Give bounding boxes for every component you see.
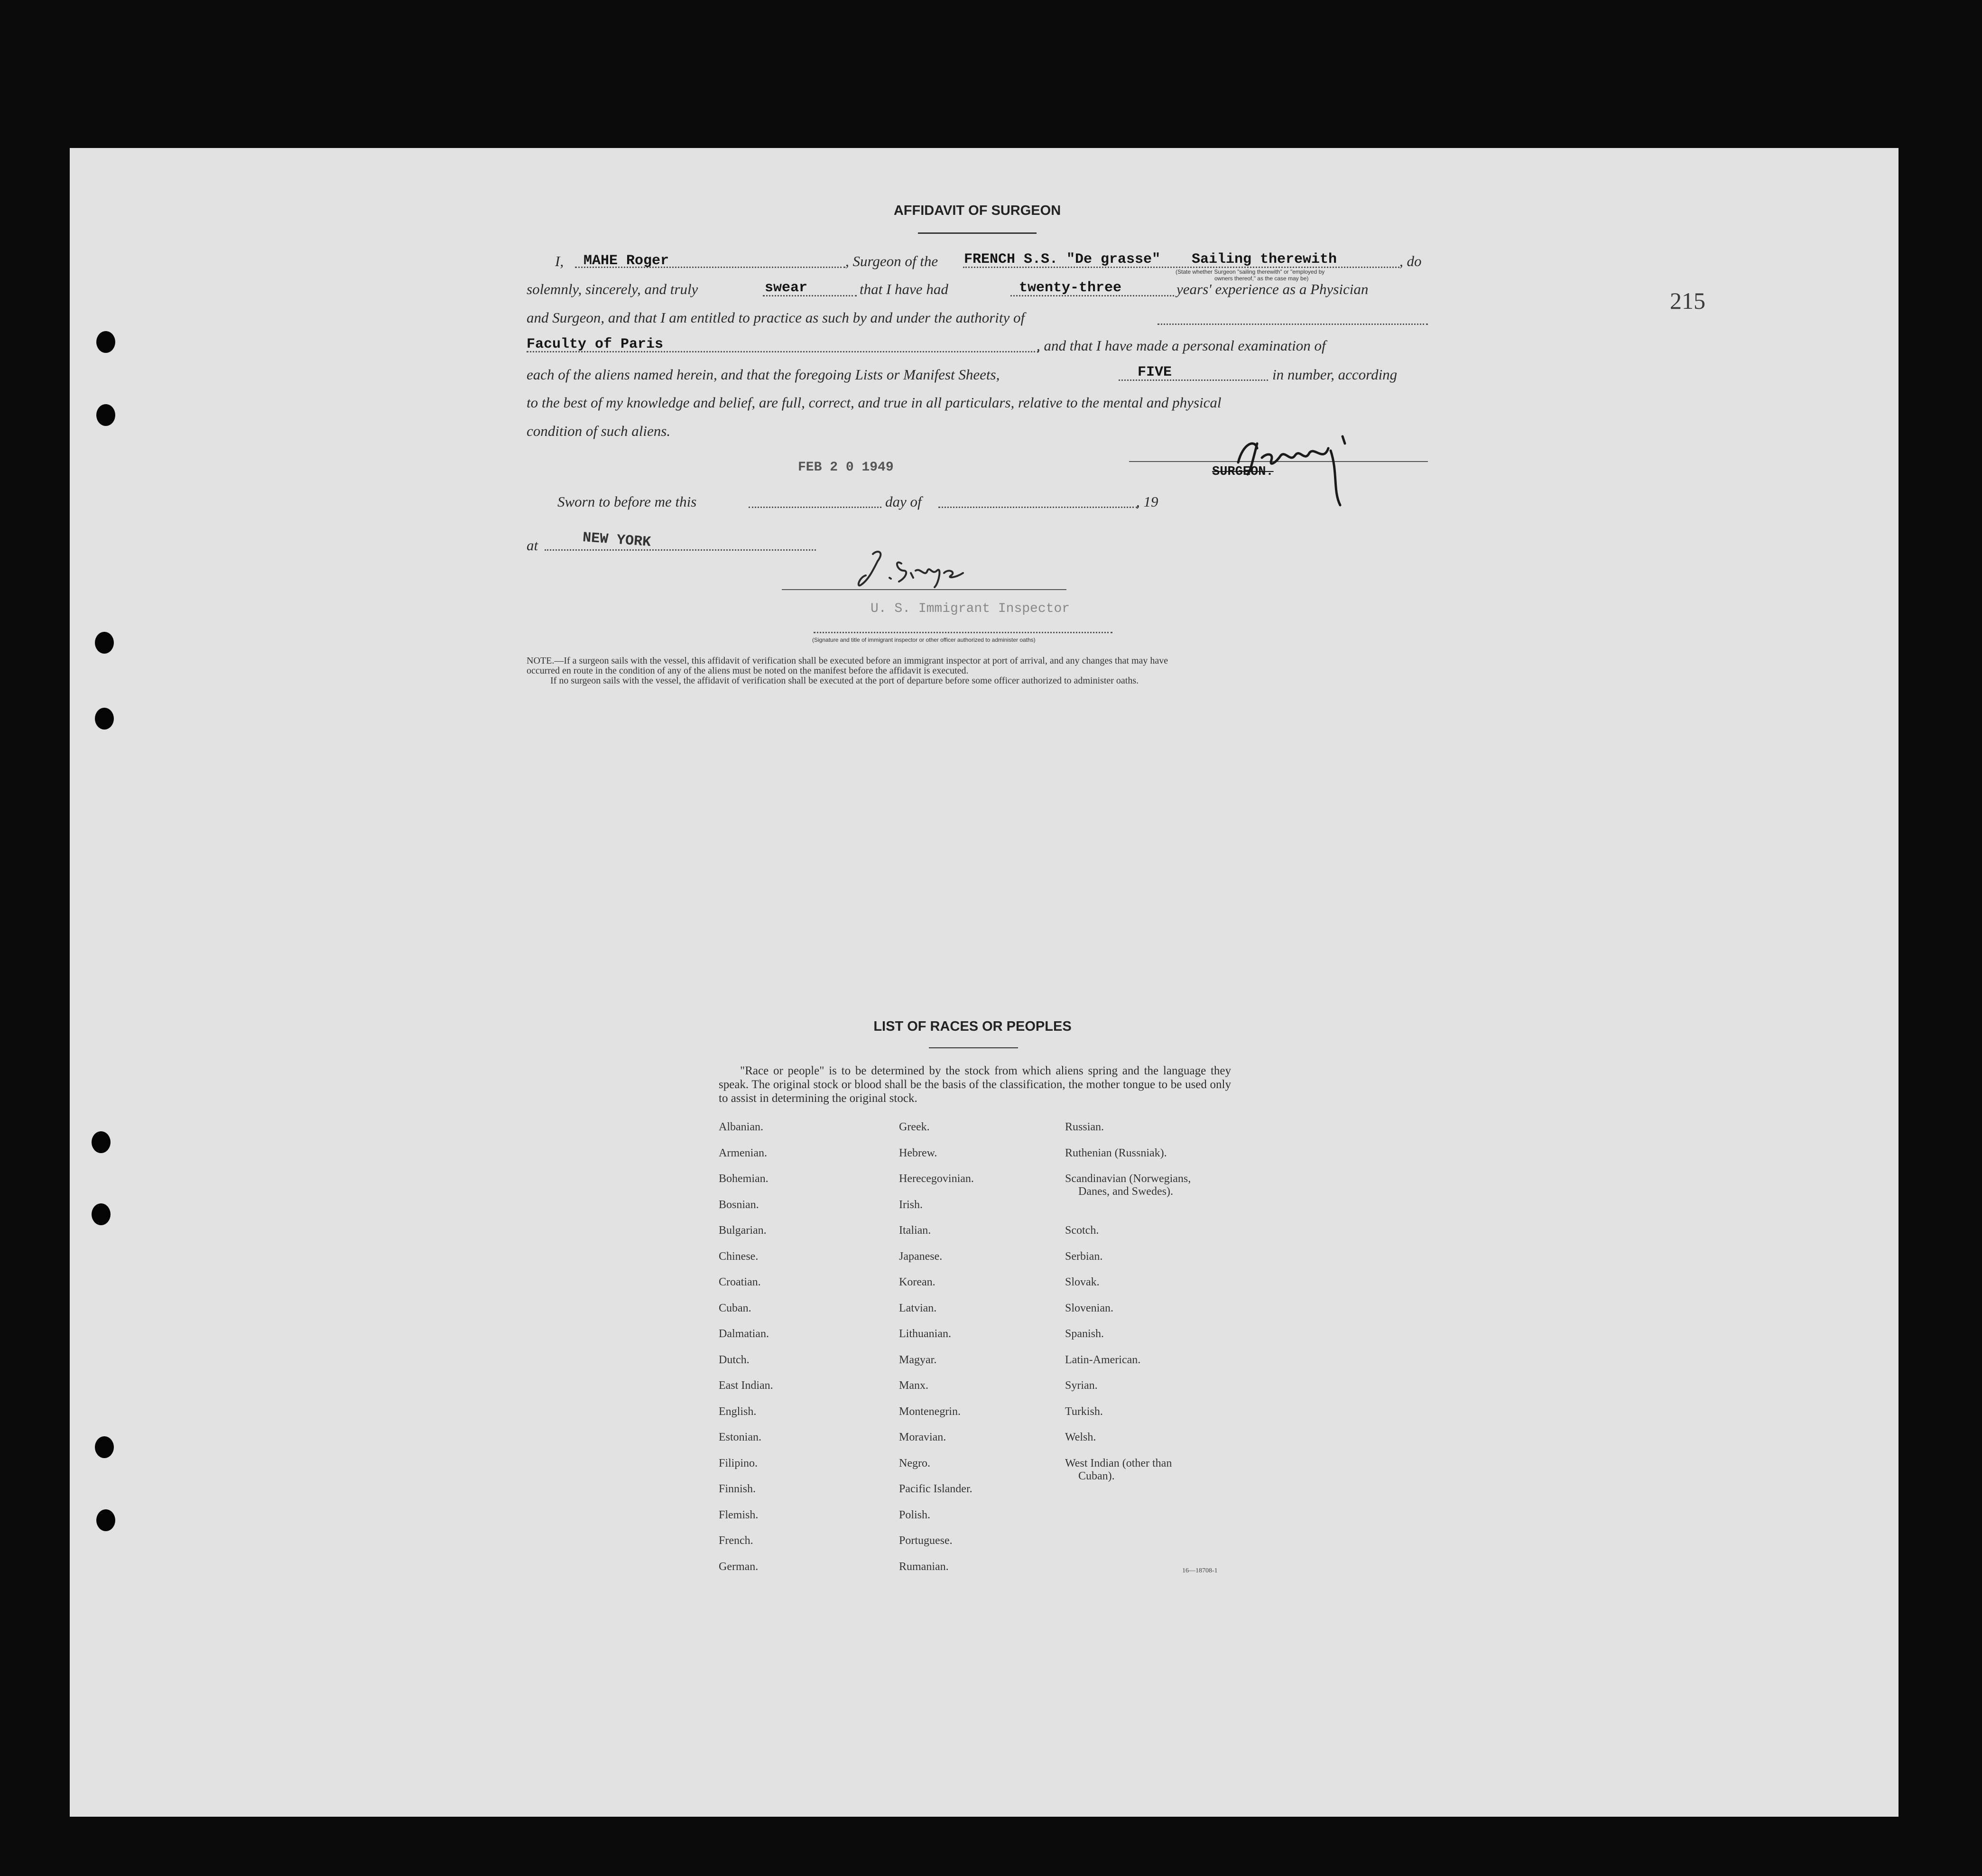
race-item: Estonian. <box>719 1431 761 1443</box>
races-intro: "Race or people" is to be determined by the stock from which aliens spring and the language they speak. The original stock or blood shall be the basis of the classification, the mother tongue to be used only to assist in determining the original stock. <box>719 1064 1231 1105</box>
capacity-instruction: owners thereof," as the case may be) <box>1214 275 1309 282</box>
binder-hole <box>95 632 114 654</box>
race-item: Greek. <box>899 1121 930 1133</box>
sworn-text-year: , 19 <box>1136 493 1158 510</box>
field-underline <box>938 507 1138 508</box>
race-item: Japanese. <box>899 1250 943 1263</box>
race-item: French. <box>719 1534 753 1547</box>
race-item: Pacific Islander. <box>899 1483 972 1495</box>
race-item: Flemish. <box>719 1508 759 1521</box>
note-line: occurred en route in the condition of any of the aliens must be noted on the manifest before the affidavit is executed. <box>527 665 969 676</box>
race-item: Irish. <box>899 1198 923 1211</box>
race-item: Dalmatian. <box>719 1328 769 1340</box>
race-item: Bohemian. <box>719 1173 769 1185</box>
race-item: Albanian. <box>719 1121 763 1133</box>
race-item: Cuban). <box>1078 1469 1115 1482</box>
race-item: Bosnian. <box>719 1198 759 1211</box>
place-stamp: NEW YORK <box>582 530 652 551</box>
oath-field: swear <box>765 280 808 296</box>
surgeon-name-field: MAHE Roger <box>583 253 669 269</box>
race-item: Welsh. <box>1065 1431 1096 1443</box>
race-item: German. <box>719 1560 759 1573</box>
race-item: Negro. <box>899 1457 930 1469</box>
affidavit-text-knowledge: to the best of my knowledge and belief, are full, correct, and true in all particulars, relative to the mental and physical <box>527 394 1222 411</box>
surgeon-signature <box>1229 429 1371 510</box>
race-item: Herecegovinian. <box>899 1173 974 1185</box>
note-line: NOTE.—If a surgeon sails with the vessel, this affidavit of verification shall be executed before an immigrant inspector at port of arrival, and any changes that may have <box>527 656 1168 666</box>
affidavit-text-surgeon-of: , Surgeon of the <box>845 253 938 269</box>
race-item: Chinese. <box>719 1250 759 1263</box>
race-item: Spanish. <box>1065 1328 1104 1340</box>
race-item: Polish. <box>899 1508 931 1521</box>
race-item: Scotch. <box>1065 1224 1099 1237</box>
race-item: East Indian. <box>719 1379 773 1392</box>
race-item: Moravian. <box>899 1431 946 1443</box>
affidavit-text-years: years' experience as a Physician <box>1176 281 1369 297</box>
race-item: Turkish. <box>1065 1405 1103 1418</box>
binder-hole <box>95 708 114 730</box>
race-item: Portuguese. <box>899 1534 953 1547</box>
capacity-instruction: (State whether Surgeon "sailing therewith" or "employed by <box>1176 268 1325 275</box>
race-item: Russian. <box>1065 1121 1104 1133</box>
race-item: Montenegrin. <box>899 1405 961 1418</box>
race-item: Croatian. <box>719 1276 761 1288</box>
affidavit-title: AFFIDAVIT OF SURGEON <box>893 203 1061 218</box>
affidavit-text-solemnly: solemnly, sincerely, and truly <box>527 281 698 297</box>
race-item: Magyar. <box>899 1353 937 1366</box>
inspector-title-stamp: U. S. Immigrant Inspector <box>871 601 1070 616</box>
sworn-text: Sworn to before me this <box>557 493 697 510</box>
race-item: Italian. <box>899 1224 931 1237</box>
race-item: Lithuanian. <box>899 1328 951 1340</box>
form-number: 16—18708-1 <box>1182 1567 1218 1574</box>
binder-hole <box>92 1131 111 1153</box>
surgeon-label: SURGEON. <box>1212 465 1274 479</box>
race-item: Latvian. <box>899 1302 937 1314</box>
races-title: LIST OF RACES OR PEOPLES <box>873 1019 1072 1034</box>
race-item: Cuban. <box>719 1302 751 1314</box>
affidavit-text-that: that I have had <box>860 281 948 297</box>
race-item: Syrian. <box>1065 1379 1098 1392</box>
race-item: Rumanian. <box>899 1560 949 1573</box>
note-line: If no surgeon sails with the vessel, the affidavit of verification shall be executed at the port of departure before some officer authorized to administer oaths. <box>550 675 1139 686</box>
page-number: 215 <box>1670 287 1705 314</box>
race-item: Serbian. <box>1065 1250 1103 1263</box>
inspector-signature <box>849 545 982 592</box>
race-item: Slovak. <box>1065 1276 1100 1288</box>
years-experience-field: twenty-three <box>1019 280 1122 296</box>
surgeon-capacity-field: Sailing therewith <box>1192 251 1337 268</box>
place-text-at: at <box>527 537 538 554</box>
race-item: Finnish. <box>719 1483 756 1495</box>
race-item: Ruthenian (Russniak). <box>1065 1146 1167 1159</box>
race-item: West Indian (other than <box>1065 1457 1172 1469</box>
binder-hole <box>96 404 115 426</box>
field-underline <box>749 507 881 508</box>
binder-hole <box>92 1203 111 1225</box>
affidavit-text-authority: and Surgeon, and that I am entitled to practice as such by and under the authority of <box>527 309 1025 326</box>
race-item: Armenian. <box>719 1146 767 1159</box>
date-stamp: FEB 2 0 1949 <box>798 460 894 475</box>
affidavit-text-examination: , and that I have made a personal examination of <box>1037 337 1326 354</box>
binder-hole <box>96 331 115 353</box>
field-underline <box>1158 323 1428 325</box>
affidavit-text-i: I, <box>555 253 564 269</box>
title-underline <box>918 232 1037 234</box>
race-item: Latin-American. <box>1065 1353 1141 1366</box>
race-item: Slovenian. <box>1065 1302 1113 1314</box>
inspector-caption: (Signature and title of immigrant inspector or other officer authorized to administer oaths) <box>812 637 1036 643</box>
race-item: Scandinavian (Norwegians, <box>1065 1173 1191 1185</box>
affidavit-text-lists: each of the aliens named herein, and that the foregoing Lists or Manifest Sheets, <box>527 366 1000 383</box>
race-item: Hebrew. <box>899 1146 937 1159</box>
sheet-count-field: FIVE <box>1138 364 1172 380</box>
race-item: Dutch. <box>719 1353 750 1366</box>
affidavit-text-condition: condition of such aliens. <box>527 423 671 439</box>
ship-name-field: FRENCH S.S. "De grasse" <box>964 251 1161 268</box>
inspector-title-line <box>814 632 1112 633</box>
field-underline <box>545 549 816 551</box>
race-item: Manx. <box>899 1379 928 1392</box>
race-item: Bulgarian. <box>719 1224 767 1237</box>
race-item: English. <box>719 1405 757 1418</box>
authority-field: Faculty of Paris <box>527 336 664 352</box>
races-title-underline <box>929 1047 1018 1048</box>
race-item: Filipino. <box>719 1457 758 1469</box>
sworn-text-day-of: day of <box>885 493 922 510</box>
inspector-signature-line <box>782 589 1066 590</box>
binder-hole <box>95 1436 114 1458</box>
race-item: Danes, and Swedes). <box>1078 1185 1173 1198</box>
affidavit-text-do: , do <box>1399 253 1422 269</box>
affidavit-text-in-number: in number, according <box>1272 366 1398 383</box>
race-item: Korean. <box>899 1276 935 1288</box>
binder-hole <box>96 1509 115 1531</box>
